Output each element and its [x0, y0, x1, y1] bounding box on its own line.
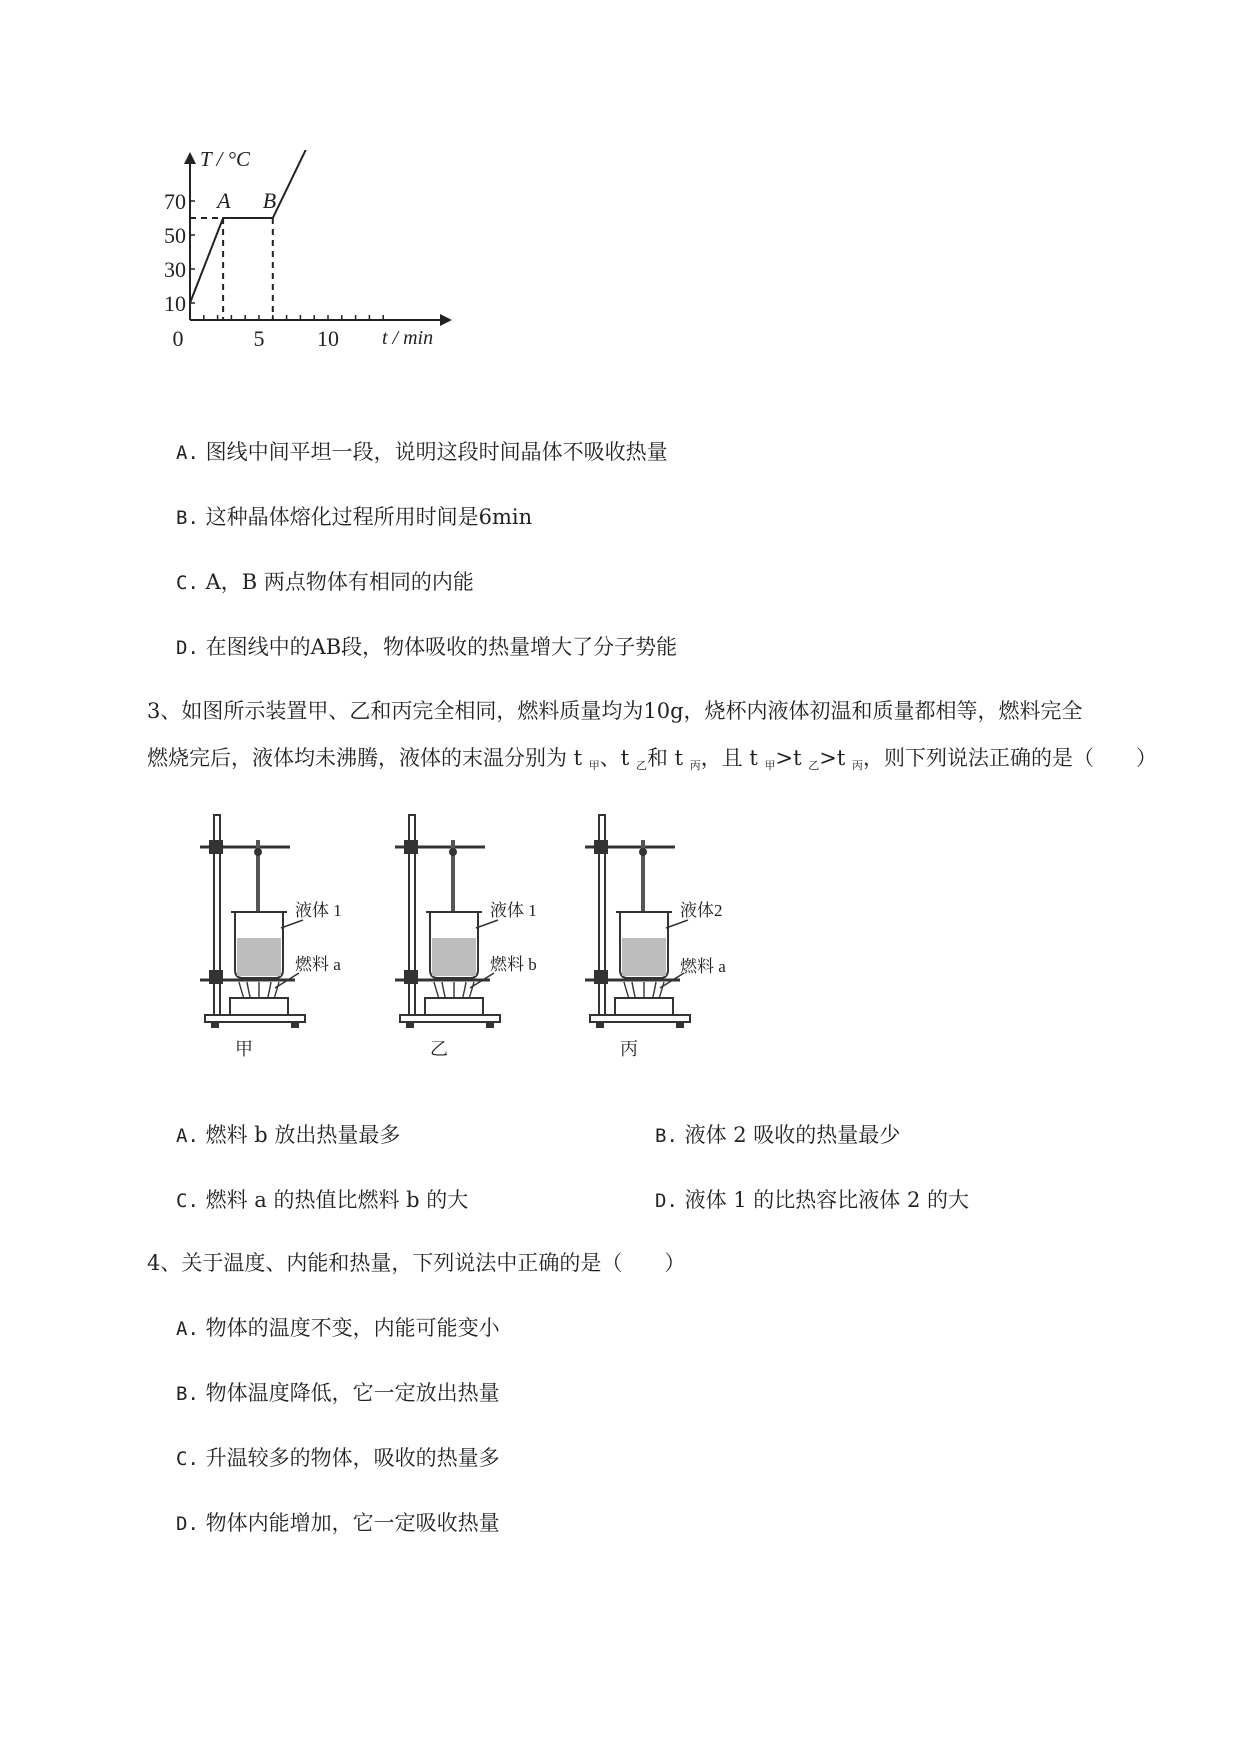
point-label-b: B [262, 188, 277, 213]
option-text: 燃料 b 放出热量最多 [205, 1123, 401, 1147]
q2-option-b [176, 502, 532, 533]
option-text: 燃料 a 的热值比燃料 b 的大 [205, 1188, 469, 1212]
q3-stem-line2 [147, 743, 1157, 781]
q4-option-b [176, 1378, 500, 1409]
subscript: 甲 [764, 759, 776, 772]
x-tick-label: 0 [172, 326, 184, 351]
y-tick-label: 10 [164, 291, 186, 316]
x-axis-arrow [440, 314, 452, 326]
q4-option-a [176, 1313, 500, 1344]
q4-stem: 4、关于温度、内能和热量，下列说法中正确的是（ ） [147, 1251, 686, 1275]
subscript: 乙 [635, 759, 647, 772]
caption: 甲 [235, 1039, 253, 1059]
fuel-label: 燃料 a [680, 957, 726, 976]
fuel-label: 燃料 b [490, 955, 537, 974]
q3-option-a [176, 1120, 400, 1151]
option-text: A，B 两点物体有相同的内能 [205, 570, 474, 594]
option-letter: C. [176, 1190, 199, 1212]
option-letter: D. [655, 1190, 678, 1212]
y-tick-label: 70 [164, 189, 186, 214]
q3-option-d [655, 1185, 969, 1216]
apparatus-figure [195, 810, 835, 1070]
option-text: 物体温度降低，它一定放出热量 [205, 1381, 500, 1405]
q3-stem-line1: 3、如图所示装置甲、乙和丙完全相同，燃料质量均为10g，烧杯内液体初温和质量都相等，燃料完全 [147, 699, 1083, 723]
stem-text: ，且 t [700, 746, 765, 770]
subscript: 乙 [808, 759, 820, 772]
subscript: 丙 [851, 759, 863, 772]
liquid-label: 液体 1 [295, 901, 342, 920]
option-letter: D. [176, 637, 199, 659]
point-label-a: A [217, 188, 231, 213]
stem-text: >t [819, 746, 852, 770]
q2-option-c [176, 567, 474, 598]
option-letter: B. [655, 1125, 678, 1147]
fuel-label: 燃料 a [295, 955, 341, 974]
y-axis-title: T / °C [200, 150, 251, 171]
option-text: 液体 1 的比热容比液体 2 的大 [684, 1188, 969, 1212]
option-letter: B. [176, 507, 199, 529]
graph-layer [164, 150, 452, 351]
q2-option-a [176, 437, 668, 468]
option-letter: B. [176, 1383, 199, 1405]
liquid-label: 液体2 [680, 901, 723, 920]
option-text: 在图线中的AB段，物体吸收的热量增大了分子势能 [205, 635, 678, 659]
option-letter: A. [176, 1318, 199, 1340]
subscript: 丙 [689, 759, 701, 772]
q2-option-d [176, 632, 677, 663]
option-text: 物体的温度不变，内能可能变小 [205, 1316, 500, 1340]
stem-text: >t [775, 746, 809, 770]
stem-text: 燃烧完后，液体均未沸腾，液体的末温分别为 t [147, 746, 589, 770]
y-tick-label: 50 [164, 223, 186, 248]
apparatus-bing [585, 815, 726, 1059]
caption: 丙 [620, 1039, 638, 1059]
x-tick-label: 10 [317, 326, 339, 351]
q4-option-c [176, 1443, 500, 1474]
subscript: 甲 [588, 759, 600, 772]
option-letter: A. [176, 1125, 199, 1147]
apparatus-yi [395, 815, 537, 1059]
temperature-line [190, 150, 307, 303]
option-text: 图线中间平坦一段，说明这段时间晶体不吸收热量 [205, 440, 668, 464]
option-letter: C. [176, 572, 199, 594]
y-tick-label: 30 [164, 257, 186, 282]
option-text: 物体内能增加，它一定吸收热量 [205, 1511, 500, 1535]
option-text: 这种晶体熔化过程所用时间是6min [205, 505, 533, 529]
q3-option-b [655, 1120, 900, 1151]
option-letter: A. [176, 442, 199, 464]
x-tick-label: 5 [253, 326, 265, 351]
q3-option-c [176, 1185, 468, 1216]
apparatus-jia [200, 815, 342, 1059]
melting-graph [160, 150, 500, 390]
x-axis-title: t / min [382, 327, 434, 349]
stem-text: 和 t [646, 746, 690, 770]
stem-text: 、t [599, 746, 636, 770]
liquid-label: 液体 1 [490, 901, 537, 920]
y-axis-arrow [184, 152, 196, 164]
stem-text: ，则下列说法正确的是（ ） [862, 746, 1157, 770]
caption: 乙 [430, 1039, 448, 1059]
option-text: 液体 2 吸收的热量最少 [684, 1123, 901, 1147]
option-letter: C. [176, 1448, 199, 1470]
q4-option-d [176, 1508, 500, 1539]
option-text: 升温较多的物体，吸收的热量多 [205, 1446, 500, 1470]
option-letter: D. [176, 1513, 199, 1535]
